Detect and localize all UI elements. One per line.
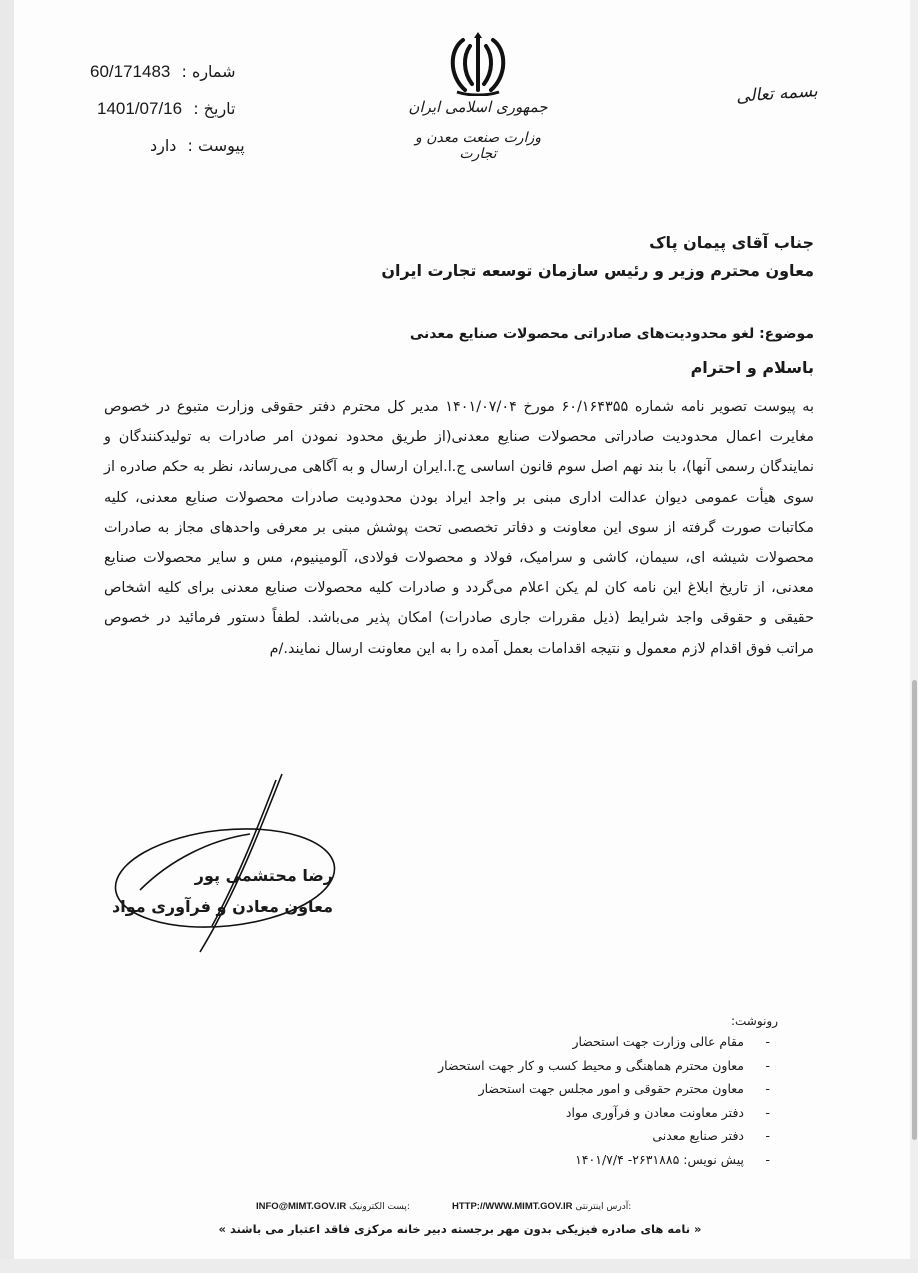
footer-email	[256, 1201, 410, 1212]
cc-item: - دفتر صنایع معدنی	[438, 1124, 770, 1148]
letter-number	[90, 62, 236, 82]
recipient-name: جناب آقای پیمان پاک	[649, 233, 814, 252]
signer-name: رضا محتشمی پور	[194, 866, 333, 885]
letter-number-value: 60/171483	[90, 62, 171, 81]
emblem-country-name: جمهوری اسلامی ایران	[408, 98, 548, 116]
ministry-emblem	[398, 32, 558, 162]
footer-website-label: آدرس اینترنتی:	[575, 1202, 632, 1212]
letter-attachment-label: پیوست :	[187, 136, 245, 155]
letter-date-label: تاریخ :	[193, 99, 236, 118]
footer-website	[452, 1201, 631, 1212]
letter-greeting: باسلام و احترام	[690, 358, 814, 377]
signer-title: معاون معادن و فرآوری مواد	[112, 897, 333, 916]
cc-title: رونوشت:	[730, 1014, 778, 1028]
footer-email-label: پست الکترونیک:	[349, 1202, 410, 1212]
letter-subject: موضوع: لغو محدودیت‌های صادراتی محصولات صنایع معدنی	[409, 326, 814, 342]
letter-number-label: شماره :	[181, 62, 236, 81]
footer-website-url: HTTP://WWW.MIMT.GOV.IR	[452, 1201, 573, 1212]
basmala: بسمه تعالی	[735, 81, 819, 107]
letter-date-value: 1401/07/16	[97, 99, 183, 118]
cc-item: - معاون محترم حقوقی و امور مجلس جهت استحضار	[438, 1077, 770, 1101]
footer-validity-note: « نامه های صادره فیزیکی بدون مهر برجسته دبیر خانه مرکزی فاقد اعتبار می باشند »	[218, 1222, 702, 1236]
cc-item: - مقام عالی وزارت جهت استحضار	[438, 1030, 770, 1054]
viewer-left-edge	[0, 0, 14, 1273]
emblem-ministry-name: وزارت صنعت معدن و تجارت	[415, 130, 541, 162]
viewer-bottom-edge	[0, 1259, 918, 1273]
letter-attachment	[150, 136, 245, 155]
iran-emblem-icon	[443, 32, 513, 96]
recipient-title: معاون محترم وزیر و رئیس سازمان توسعه تجارت ایران	[381, 261, 814, 280]
letter-attachment-value: دارد	[150, 136, 177, 155]
cc-list	[438, 1030, 770, 1171]
cc-item: - پیش نویس: ۲۶۳۱۸۸۵- ۱۴۰۱/۷/۴	[438, 1148, 770, 1172]
letter-body: به پیوست تصویر نامه شماره ۶۰/۱۶۴۳۵۵ مورخ ۱۴۰۱/۰۷/۰۴ مدیر کل محترم دفتر حقوقی وزارت متبوع در خصوص مغایرت اعمال محدودیت صادراتی محصولات صنایع معدنی(از طریق محدود نمودن امر صادرات به تولیدکنندگان و نمایندگان رسمی آنها)، با بند نهم اصل سوم قانون اساسی ج.ا.ایران ارسال و به آگاهی می‌رساند، نظر به حکم صادره از سوی هیأت عمومی دیوان عدالت اداری مبنی بر واجد ایراد بودن محدودیت صادرات محصولات صنایع معدنی، کلیه مکاتبات صورت گرفته از سوی این معاونت و دفاتر تخصصی تحت پوشش مبنی بر معرفی واحدهای مجاز به صادرات محصولات شیشه ای، سیمان، کاشی و سرامیک، فولاد و محصولات فولادی، آلومینیوم، مس و سایر محصولات صنایع معدنی، از تاریخ ابلاغ این نامه کان لم یکن اعلام می‌گردد و صادرات کلیه محصولات صنایع معدنی برای کلیه اشخاص حقیقی و حقوقی واجد شرایط (ذیل مقررات جاری صادرات) امکان پذیر می‌باشد. لطفاً دستور فرمائید در خصوص مراتب فوق اقدام لازم معمول و نتیجه اقدامات بعمل آمده را به این معاونت ارسال نمایند./م	[104, 399, 814, 657]
viewer-scrollbar-thumb[interactable]	[912, 680, 917, 1140]
cc-item: - معاون محترم هماهنگی و محیط کسب و کار جهت استحضار	[438, 1054, 770, 1078]
recipient-block	[381, 233, 814, 289]
signer-block	[112, 866, 333, 928]
cc-item: - دفتر معاونت معادن و فرآوری مواد	[438, 1101, 770, 1125]
letter-date	[97, 99, 236, 119]
footer-email-address: INFO@MIMT.GOV.IR	[256, 1201, 347, 1212]
